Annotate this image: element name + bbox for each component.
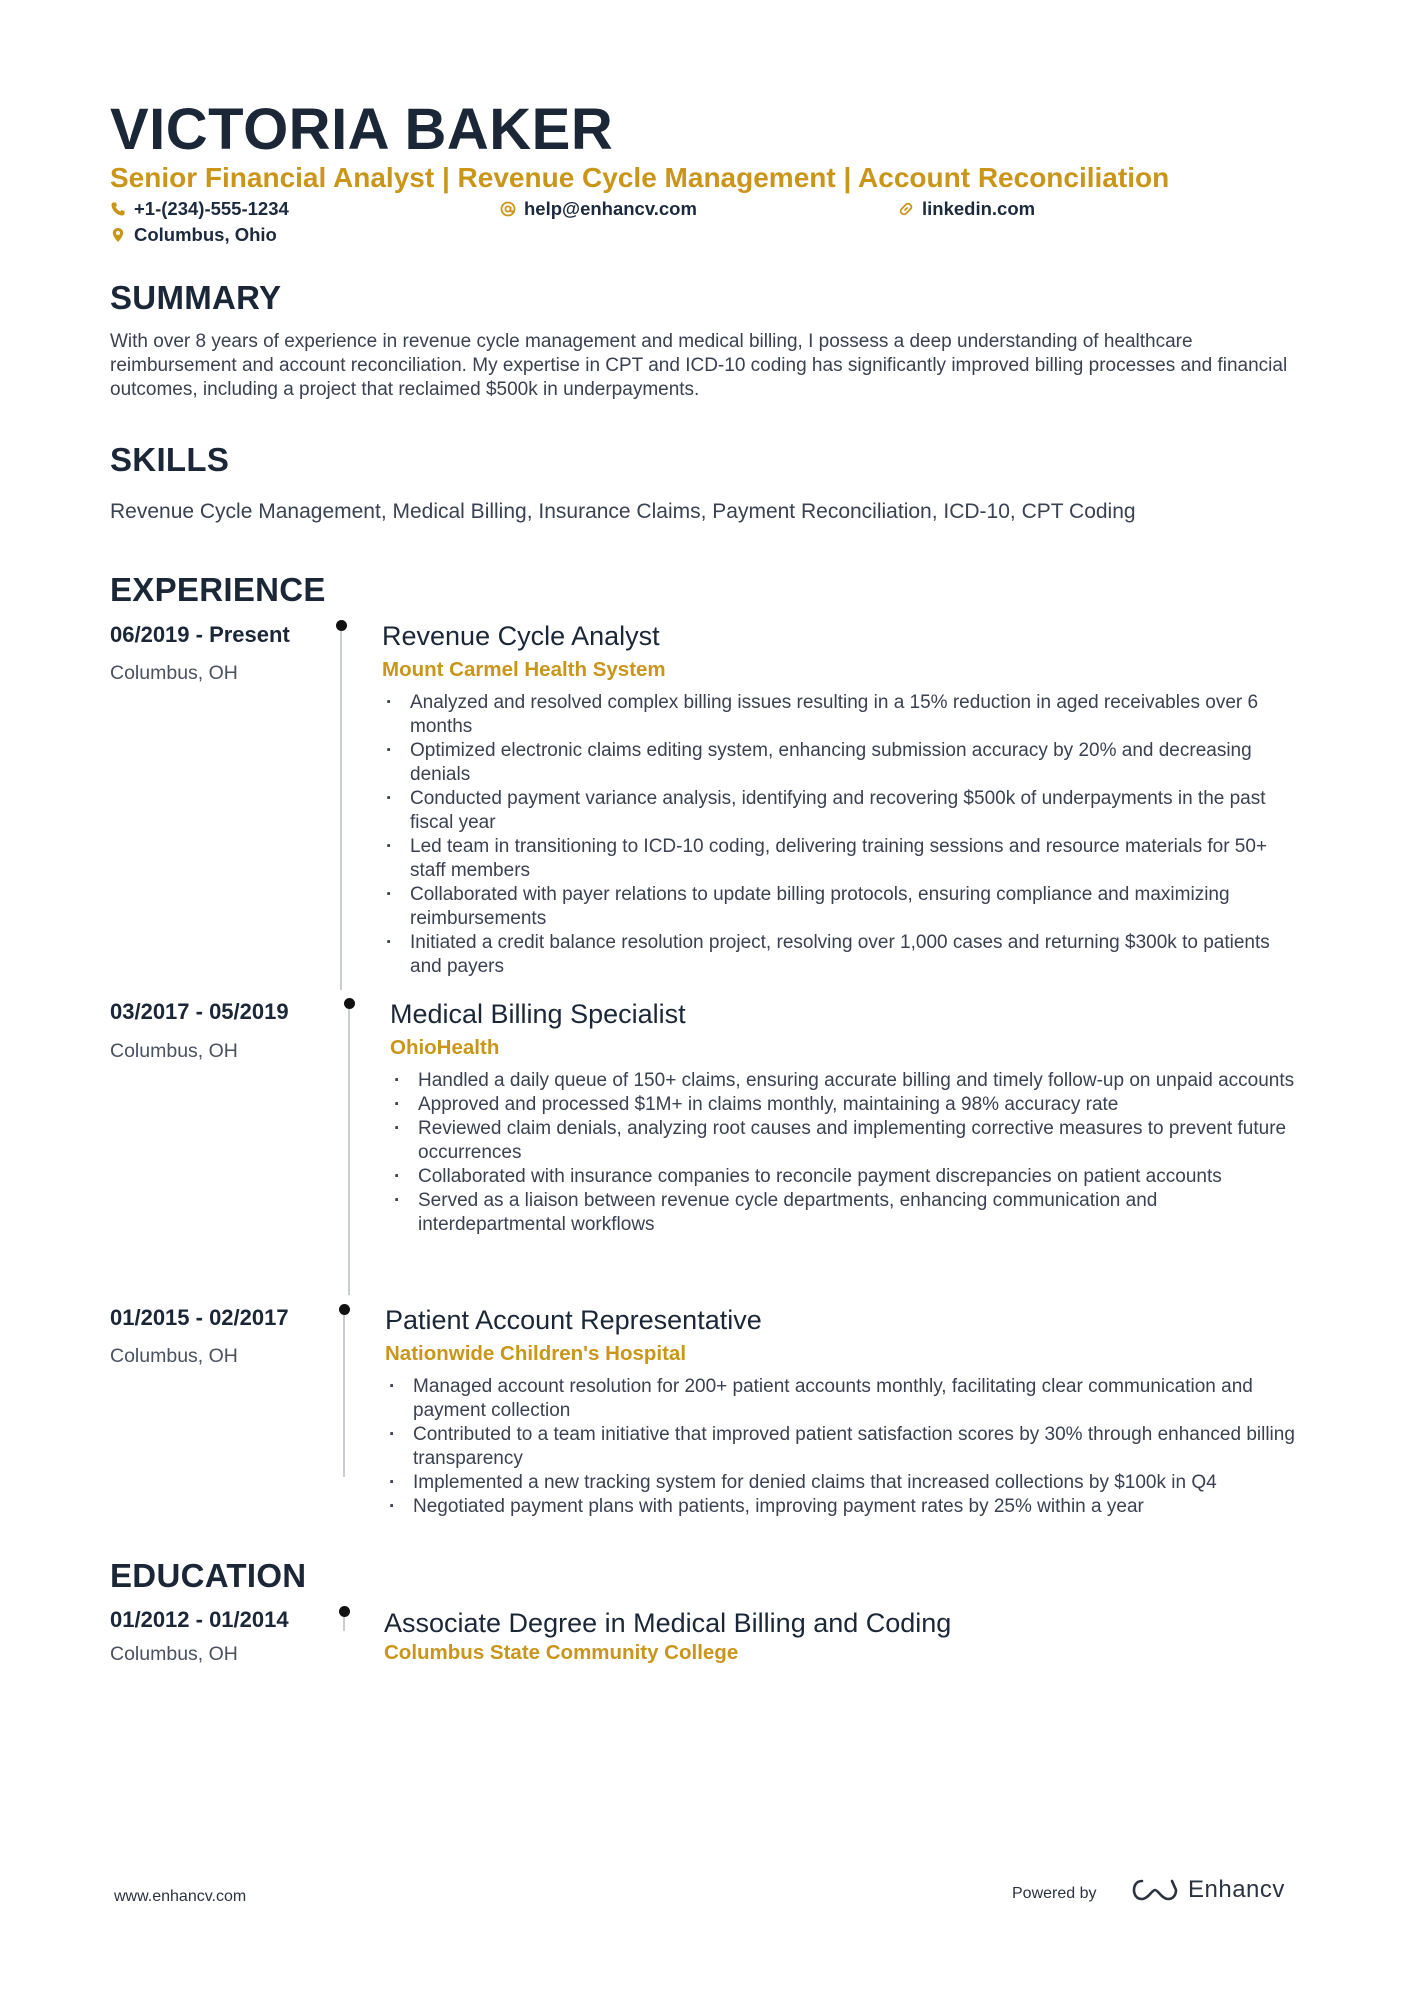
entry-location: Columbus, OH: [110, 1643, 238, 1665]
summary-heading: SUMMARY: [110, 279, 282, 316]
email-text: help@enhancv.com: [524, 198, 697, 219]
timeline-dot: [336, 620, 347, 631]
timeline-line: [340, 631, 342, 990]
list-item: · Negotiated payment plans with patients, improving payment rates by 25% within a year: [385, 1495, 1305, 1519]
phone-icon: [110, 201, 126, 217]
phone-text: +1-(234)-555-1234: [134, 198, 289, 219]
list-item: · Approved and processed $1M+ in claims monthly, maintaining a 98% accuracy rate: [390, 1093, 1310, 1117]
timeline-dot: [339, 1606, 350, 1617]
skills-heading: SKILLS: [110, 441, 230, 478]
education-degree: Associate Degree in Medical Billing and Coding: [384, 1608, 952, 1638]
list-item: · Managed account resolution for 200+ patient accounts monthly, facilitating clear communication and payment collection: [385, 1375, 1305, 1423]
contact-location: [110, 224, 277, 246]
entry-role: Patient Account Representative: [385, 1305, 762, 1335]
experience-heading: EXPERIENCE: [110, 571, 326, 608]
entry-bullets: [385, 1375, 1305, 1519]
skills-text: Revenue Cycle Management, Medical Billing, Insurance Claims, Payment Reconciliation, ICD-10, CPT Coding: [110, 500, 1136, 523]
entry-location: Columbus, OH: [110, 662, 238, 684]
list-item: · Collaborated with insurance companies to reconcile payment discrepancies on patient accounts: [390, 1165, 1310, 1189]
entry-role: Revenue Cycle Analyst: [382, 621, 660, 651]
entry-location: Columbus, OH: [110, 1345, 238, 1367]
footer-website[interactable]: www.enhancv.com: [114, 1888, 247, 1905]
link-icon: [898, 201, 914, 217]
entry-location: Columbus, OH: [110, 1040, 238, 1062]
enhancv-logo[interactable]: [1132, 1876, 1285, 1904]
contact-phone[interactable]: [110, 198, 289, 220]
entry-dates: 06/2019 - Present: [110, 622, 290, 647]
list-item: · Contributed to a team initiative that improved patient satisfaction scores by 30% through enhanced billing transparency: [385, 1423, 1305, 1471]
timeline-dot: [339, 1304, 350, 1315]
entry-company: Mount Carmel Health System: [382, 658, 666, 681]
powered-by-label: Powered by: [1012, 1885, 1097, 1902]
entry-bullets: [382, 691, 1302, 979]
list-item: · Reviewed claim denials, analyzing root causes and implementing corrective measures to prevent future occurrences: [390, 1117, 1310, 1165]
list-item: · Initiated a credit balance resolution project, resolving over 1,000 cases and returning $300k to patients and payers: [382, 931, 1302, 979]
location-text: Columbus, Ohio: [134, 224, 277, 245]
entry-dates: 01/2012 - 01/2014: [110, 1607, 289, 1632]
enhancv-logo-text: Enhancv: [1188, 1876, 1285, 1903]
list-item: · Conducted payment variance analysis, identifying and recovering $500k of underpayments in the past fiscal year: [382, 787, 1302, 835]
education-school: Columbus State Community College: [384, 1641, 739, 1664]
enhancv-logo-icon: [1132, 1877, 1178, 1903]
entry-bullets: [390, 1069, 1310, 1237]
entry-dates: 01/2015 - 02/2017: [110, 1305, 289, 1330]
map-pin-icon: [110, 227, 126, 243]
at-icon: [500, 201, 516, 217]
entry-dates: 03/2017 - 05/2019: [110, 999, 289, 1024]
list-item: · Led team in transitioning to ICD-10 coding, delivering training sessions and resource materials for 50+ staff members: [382, 835, 1302, 883]
list-item: · Implemented a new tracking system for denied claims that increased collections by $100k in Q4: [385, 1471, 1305, 1495]
timeline-line: [343, 1617, 345, 1631]
contact-email[interactable]: [500, 198, 697, 220]
entry-company: Nationwide Children's Hospital: [385, 1342, 687, 1365]
list-item: · Collaborated with payer relations to update billing protocols, ensuring compliance and maximizing reimbursements: [382, 883, 1302, 931]
contact-linkedin[interactable]: [898, 198, 1035, 220]
list-item: · Analyzed and resolved complex billing issues resulting in a 15% reduction in aged receivables over 6 months: [382, 691, 1302, 739]
list-item: · Optimized electronic claims editing system, enhancing submission accuracy by 20% and decreasing denials: [382, 739, 1302, 787]
entry-role: Medical Billing Specialist: [390, 999, 686, 1029]
entry-company: OhioHealth: [390, 1036, 500, 1059]
summary-text: With over 8 years of experience in revenue cycle management and medical billing, I possess a deep understanding of healthcare reimbursement and account reconciliation. My expertise in CPT and ICD-10 coding has significantly improved billing processes and financial outcomes, including a project that reclaimed $500k in underpayments.: [110, 331, 1288, 400]
timeline-line: [343, 1315, 345, 1477]
timeline-dot: [344, 998, 355, 1009]
list-item: · Handled a daily queue of 150+ claims, ensuring accurate billing and timely follow-up on unpaid accounts: [390, 1069, 1310, 1093]
candidate-name: VICTORIA BAKER: [110, 97, 614, 162]
timeline-line: [348, 1009, 350, 1295]
list-item: · Served as a liaison between revenue cycle departments, enhancing communication and interdepartmental workflows: [390, 1189, 1310, 1237]
linkedin-text: linkedin.com: [922, 198, 1036, 219]
candidate-tagline: Senior Financial Analyst | Revenue Cycle Management | Account Reconciliation: [110, 162, 1170, 193]
education-heading: EDUCATION: [110, 1557, 307, 1594]
